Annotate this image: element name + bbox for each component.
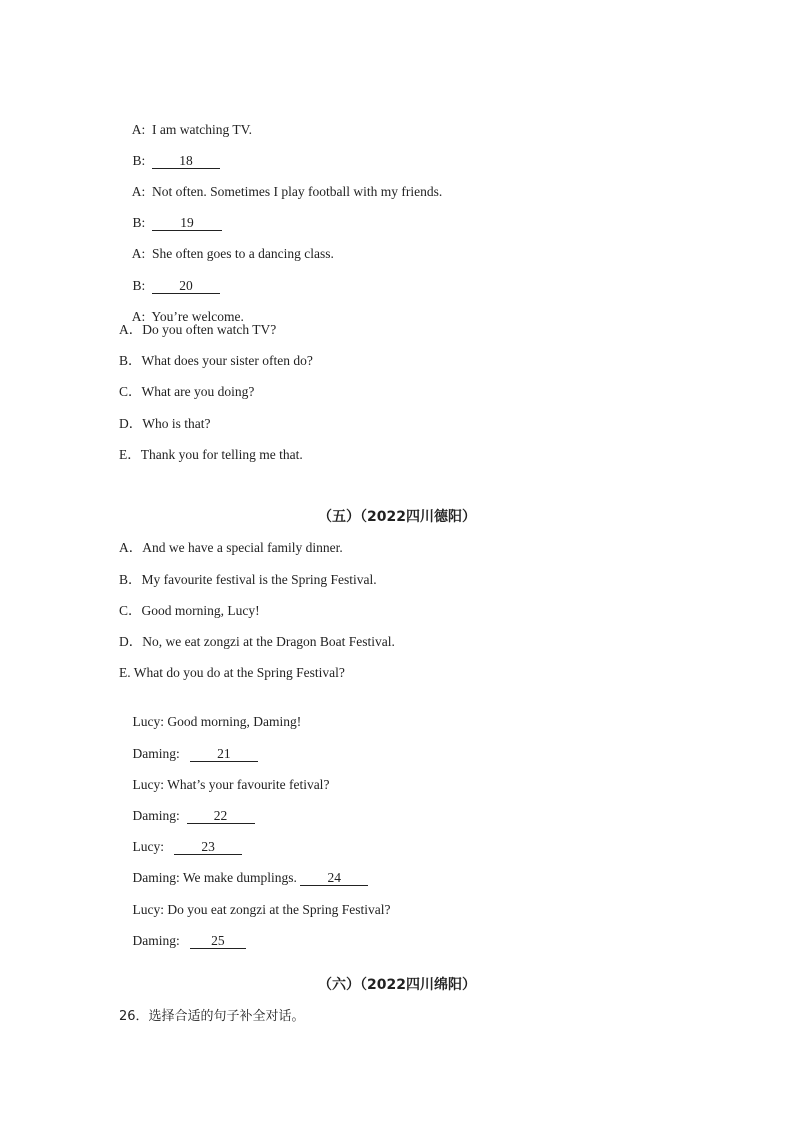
dialogue-text: I am watching TV.	[152, 122, 252, 137]
option-e: E．Thank you for telling me that.	[119, 447, 303, 462]
option-b: B．My favourite festival is the Spring Festival.	[119, 572, 377, 587]
answer-blank-25[interactable]: 25	[190, 933, 246, 949]
answer-blank-18[interactable]: 18	[152, 153, 220, 169]
speaker: Daming:	[132, 746, 180, 761]
speaker: Daming:	[132, 808, 180, 823]
option-d: D．Who is that?	[119, 416, 211, 431]
speaker: A:	[131, 246, 146, 261]
speaker: A:	[131, 309, 146, 324]
speaker: A:	[131, 184, 146, 199]
option-c: C．Good morning, Lucy!	[119, 603, 260, 618]
speaker: Lucy:	[132, 839, 164, 854]
speaker: B:	[132, 153, 146, 168]
section-heading-6: （六）（2022四川绵阳）	[318, 977, 476, 993]
answer-blank-22[interactable]: 22	[187, 808, 255, 824]
answer-blank-20[interactable]: 20	[152, 278, 220, 294]
section-heading-5: （五）（2022四川德阳）	[318, 509, 476, 525]
dialogue-text: Lucy: What’s your favourite fetival?	[132, 777, 330, 792]
option-d: D．No, we eat zongzi at the Dragon Boat Festival.	[119, 634, 395, 649]
speaker: Daming: We make dumplings.	[132, 870, 297, 885]
answer-blank-23[interactable]: 23	[174, 839, 242, 855]
speaker: Daming:	[132, 933, 180, 948]
speaker: B:	[132, 215, 146, 230]
speaker: A:	[131, 122, 146, 137]
dialogue-text: She often goes to a dancing class.	[152, 246, 334, 261]
option-e: E. What do you do at the Spring Festival?	[119, 665, 345, 680]
dialogue-line-daming25	[119, 914, 246, 968]
option-c: C．What are you doing?	[119, 384, 255, 399]
answer-blank-19[interactable]: 19	[152, 215, 222, 231]
dialogue-text: Lucy: Good morning, Daming!	[132, 714, 302, 729]
dialogue-text: Not often. Sometimes I play football with my friends.	[152, 184, 443, 199]
dialogue-text: You’re welcome.	[151, 309, 244, 324]
answer-blank-24[interactable]: 24	[300, 870, 368, 886]
option-a: A．And we have a special family dinner.	[119, 540, 343, 555]
question-26: 26．选择合适的句子补全对话。	[119, 1009, 305, 1024]
speaker: B:	[132, 278, 146, 293]
option-a: A．Do you often watch TV?	[119, 322, 277, 337]
dialogue-text: Lucy: Do you eat zongzi at the Spring Festival?	[132, 902, 391, 917]
option-b: B．What does your sister often do?	[119, 353, 313, 368]
answer-blank-21[interactable]: 21	[190, 746, 258, 762]
